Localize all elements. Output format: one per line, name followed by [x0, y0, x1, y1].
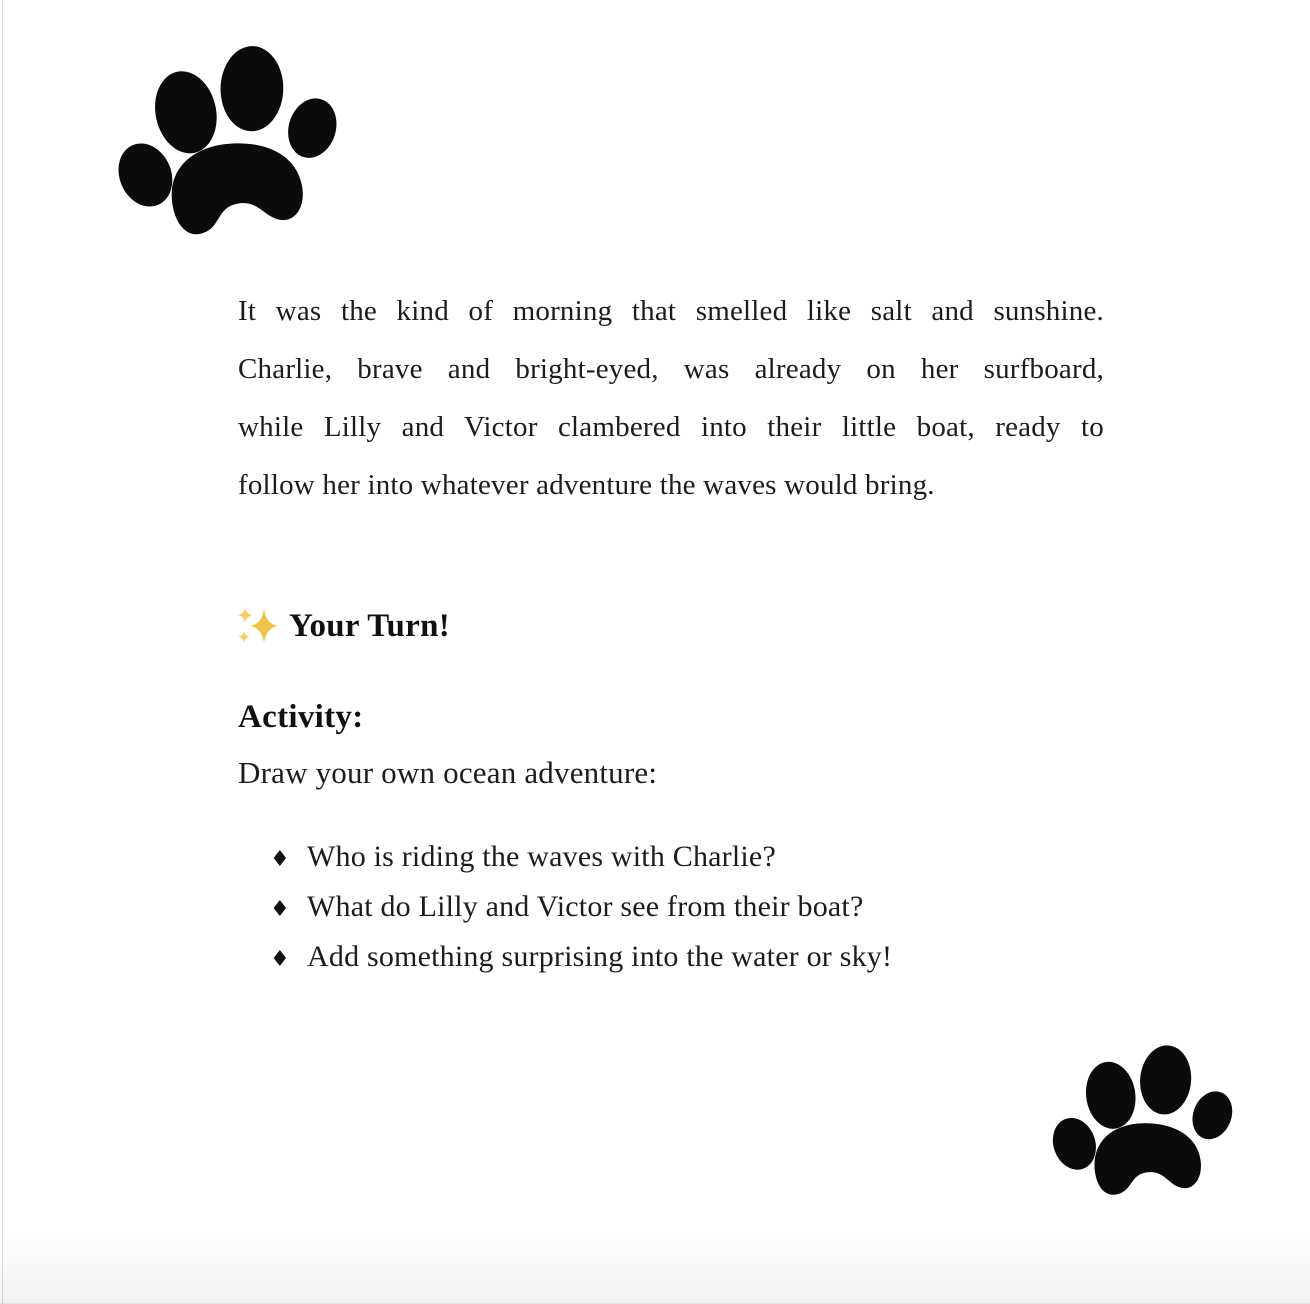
diamond-bullet-icon: ♦ — [270, 847, 290, 872]
activity-prompt: Draw your own ocean adventure: — [238, 755, 658, 790]
your-turn-label: Your Turn! — [289, 607, 451, 644]
list-item-text: Who is riding the waves with Charlie? — [307, 840, 776, 873]
diamond-bullet-icon: ♦ — [270, 947, 290, 972]
list-item — [270, 833, 892, 883]
list-item-text: Add something surprising into the water or sky! — [307, 940, 893, 973]
story-paragraph — [238, 282, 1104, 514]
paw-print-icon-top-left — [111, 38, 345, 253]
sparkles-icon — [238, 606, 278, 646]
page-edge-line — [2, 0, 3, 1304]
list-item — [270, 883, 892, 933]
your-turn-heading — [238, 606, 450, 646]
story-line: It was the kind of morning that smelled like salt and sunshine. — [238, 295, 1104, 327]
story-line: while Lilly and Victor clambered into their little boat, ready to — [238, 411, 1104, 443]
page-bottom-shade — [0, 1233, 1310, 1304]
activity-heading: Activity: — [238, 699, 364, 735]
story-line: Charlie, brave and bright-eyed, was already on her surfboard, — [238, 353, 1104, 385]
diamond-bullet-icon: ♦ — [270, 897, 290, 922]
list-item — [270, 933, 892, 983]
story-line: follow her into whatever adventure the waves would bring. — [238, 469, 935, 501]
paw-print-icon-bottom-right — [1051, 1040, 1236, 1209]
activity-list — [270, 833, 892, 983]
list-item-text: What do Lilly and Victor see from their boat? — [307, 890, 864, 923]
